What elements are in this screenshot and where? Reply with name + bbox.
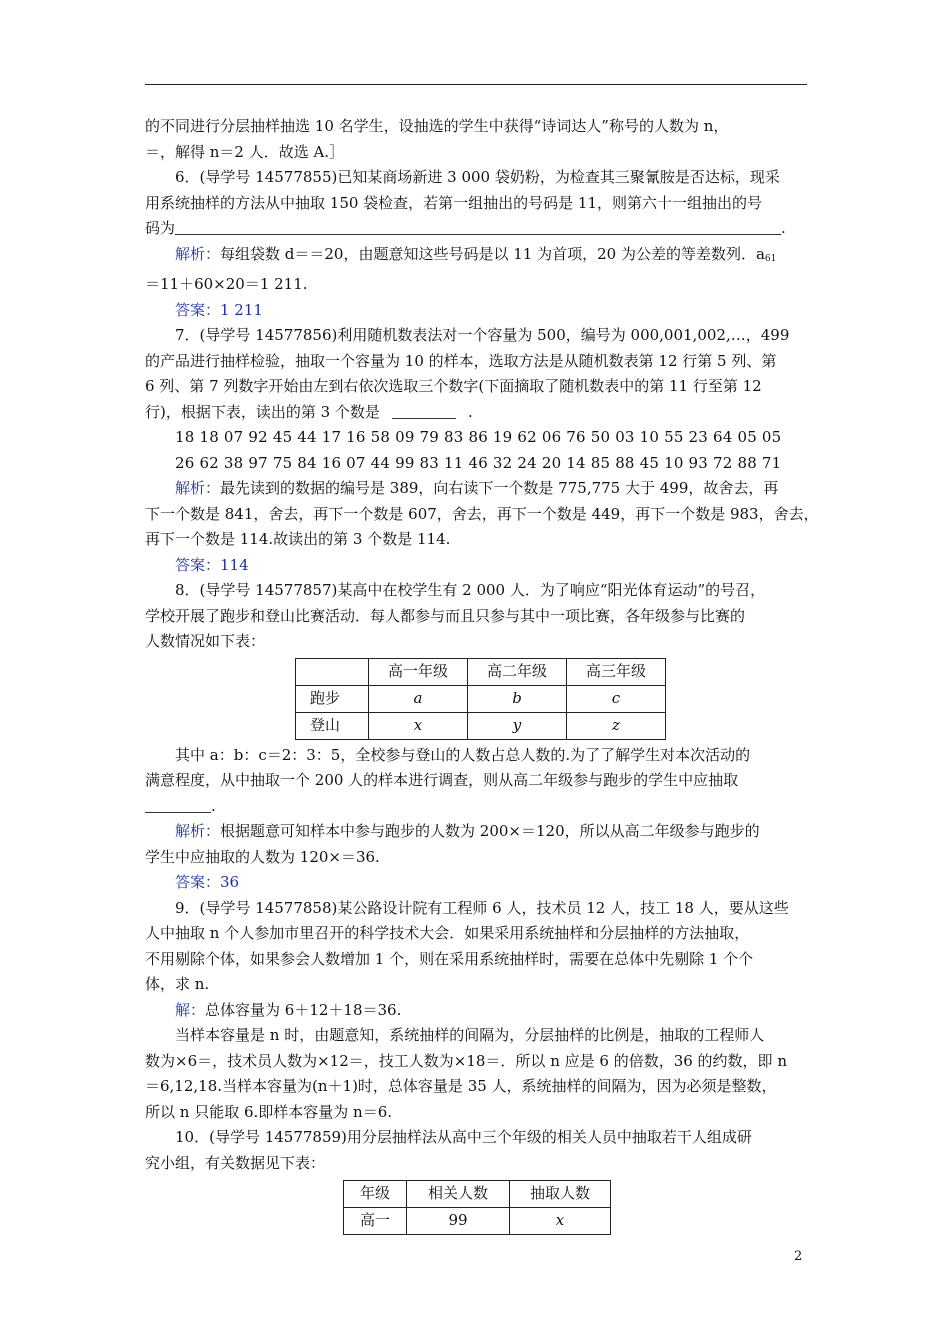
participation-table <box>295 658 666 740</box>
answer-6: 答案：1 211 <box>175 300 263 319</box>
solution-9-line: 当样本容量是 n 时，由题意知，系统抽样的间隔为，分层抽样的比例是，抽取的工程师人 <box>175 1026 765 1044</box>
period: . <box>781 219 786 237</box>
question-6-line <box>145 216 810 242</box>
question-7-text: 行)，根据下表，读出的第 3 个数是 <box>145 402 380 421</box>
table-cell <box>369 685 468 712</box>
solution-7-line: 下一个数是 841，舍去，再下一个数是 607，舍去，再下一个数是 449，再下一个数是 983，舍去， <box>145 504 819 523</box>
table-row <box>296 685 666 712</box>
solution-8-text: 根据题意可知样本中参与跑步的人数为 200×＝120，所以从高二年级参与跑步的 <box>220 822 760 840</box>
question-8-line: 8．(导学号 14577857)某高中在校学生有 2 000 人．为了响应“阳光体育运动”的号召， <box>175 581 766 599</box>
question-9-line: 不用剔除个体，如果参会人数增加 1 个，则在采用系统抽样时，需要在总体中先剔除 1 个个 <box>145 949 754 968</box>
answer-blank <box>145 796 211 813</box>
table-cell <box>296 658 369 685</box>
question-7-line: 6 列、第 7 列数字开始由左到右依次选取三个数字(下面摘取了随机数表中的第 11 行至第 12 <box>145 377 762 395</box>
question-10-line: 10．(导学号 14577859)用分层抽样法从高中三个年级的相关人员中抽取若干人组成研 <box>175 1128 752 1146</box>
table-cell <box>510 1208 611 1235</box>
cell-value: c <box>611 688 621 707</box>
table-header-cell: 高二年级 <box>468 658 567 685</box>
table-cell <box>468 712 567 739</box>
random-table-row-12: 26 62 38 97 75 84 16 07 44 99 83 11 46 32 24 20 14 85 88 45 10 93 72 88 71 <box>175 453 782 472</box>
solution-8-line <box>145 819 810 845</box>
solution-7-text: 最先读到的数据的编号是 389，向右读下一个数是 775,775 大于 499，故舍去，再 <box>220 479 779 497</box>
table-header-row <box>296 658 666 685</box>
cell-value: z <box>612 715 620 734</box>
solution-6-line <box>145 242 810 273</box>
table-header-cell: 高三年级 <box>567 658 666 685</box>
question-9-line: 体，求 n. <box>145 975 210 993</box>
solution-9-line: 数为×6＝，技术员人数为×12＝，技工人数为×18＝．所以 n 应是 6 的倍数，36 的约数，即 n <box>145 1051 787 1070</box>
table-header-row <box>344 1181 611 1208</box>
header-rule <box>145 84 807 85</box>
solution-label: 解析： <box>175 244 221 263</box>
solution-7-line <box>145 476 810 502</box>
subscript: 61 <box>764 253 777 264</box>
table-row <box>344 1208 611 1235</box>
solution-label: 解析： <box>175 479 221 497</box>
table-cell <box>567 685 666 712</box>
solution-8-line: 学生中应抽取的人数为 120×＝36. <box>145 847 380 866</box>
question-7-line <box>145 400 810 426</box>
question-9-line: 9．(导学号 14577858)某公路设计院有工程师 6 人，技术员 12 人，技工 18 人，要从这些 <box>175 898 789 917</box>
solution-label: 解： <box>175 1000 206 1019</box>
question-8-line: 人数情况如下表： <box>145 632 266 650</box>
solution-label: 解析： <box>175 822 221 840</box>
period: . <box>467 402 473 421</box>
period: . <box>211 796 216 815</box>
sampling-table <box>343 1180 611 1235</box>
cell-value: a <box>413 688 423 707</box>
solution-6-line: ＝11＋60×20＝1 211. <box>145 275 308 293</box>
table-cell: 99 <box>407 1208 510 1235</box>
answer-blank <box>175 218 781 235</box>
question-8-line <box>145 794 810 820</box>
question-9-line: 人中抽取 n 个人参加市里召开的科学技术大会．如果采用系统抽样和分层抽样的方法抽取， <box>145 924 750 942</box>
table-cell <box>567 712 666 739</box>
solution-9-line <box>145 998 810 1024</box>
question-10-line: 究小组，有关数据见下表： <box>145 1153 326 1172</box>
page-number: 2 <box>794 1249 803 1264</box>
table-row-label: 跑步 <box>296 685 369 712</box>
table-cell <box>369 712 468 739</box>
table-cell <box>468 685 567 712</box>
cell-value: x <box>555 1211 565 1230</box>
solution-7-line: 再下一个数是 114.故读出的第 3 个数是 114. <box>145 530 451 548</box>
table-header-cell: 相关人数 <box>407 1181 510 1208</box>
question-7-line: 的产品进行抽样检验，抽取一个容量为 10 的样本，选取方法是从随机数表第 12 行第 5 列、第 <box>145 351 777 370</box>
text-line: 的不同进行分层抽样抽选 10 名学生，设抽选的学生中获得“诗词达人”称号的人数为 n， <box>145 117 729 135</box>
question-8-line: 学校开展了跑步和登山比赛活动．每人都参与而且只参与其中一项比赛，各年级参与比赛的 <box>145 606 746 625</box>
question-6-text: 码为 <box>145 219 176 237</box>
answer-blank <box>392 402 456 419</box>
table-header-cell: 抽取人数 <box>510 1181 611 1208</box>
table-header-cell: 年级 <box>344 1181 407 1208</box>
solution-9-text: 总体容量为 6＋12＋18＝36. <box>205 1000 402 1019</box>
cell-value: b <box>512 688 522 707</box>
question-7-line: 7．(导学号 14577856)利用随机数表法对一个容量为 500，编号为 000,001,002,…，499 <box>175 326 790 344</box>
table-row <box>296 712 666 739</box>
solution-9-line: 所以 n 只能取 6.即样本容量为 n＝6. <box>145 1102 393 1121</box>
table-header-cell: 高一年级 <box>369 658 468 685</box>
question-6-line: 用系统抽样的方法从中抽取 150 袋检查，若第一组抽出的号码是 11，则第六十一组抽出的号 <box>145 193 763 212</box>
solution-9-line: ＝6,12,18.当样本容量为(n＋1)时，总体容量是 35 人，系统抽样的间隔为，因为必须是整数， <box>145 1077 777 1095</box>
question-6-line: 6．(导学号 14577855)已知某商场新进 3 000 袋奶粉，为检查其三聚氰胺是否达标，现采 <box>175 168 780 186</box>
table-cell: 高一 <box>344 1208 407 1235</box>
random-table-row-11: 18 18 07 92 45 44 17 16 58 09 79 83 86 19 62 06 76 50 03 10 55 23 64 05 05 <box>175 428 782 446</box>
question-8-line: 其中 a：b：c＝2：3：5，全校参与登山的人数占总人数的.为了了解学生对本次活动的 <box>175 745 751 764</box>
answer-7: 答案：114 <box>175 555 249 574</box>
question-8-line: 满意程度，从中抽取一个 200 人的样本进行调查，则从高二年级参与跑步的学生中应抽取 <box>145 771 739 789</box>
answer-8: 答案：36 <box>175 873 240 891</box>
solution-6-text: 每组袋数 d＝＝20，由题意知这些号码是以 11 为首项，20 为公差的等差数列．a <box>220 244 765 263</box>
cell-value: x <box>413 715 423 734</box>
document-body <box>145 114 819 1235</box>
text-line: ＝，解得 n＝2 人．故选 A.］ <box>145 142 345 161</box>
table-row-label: 登山 <box>296 712 369 739</box>
cell-value: y <box>512 715 522 734</box>
